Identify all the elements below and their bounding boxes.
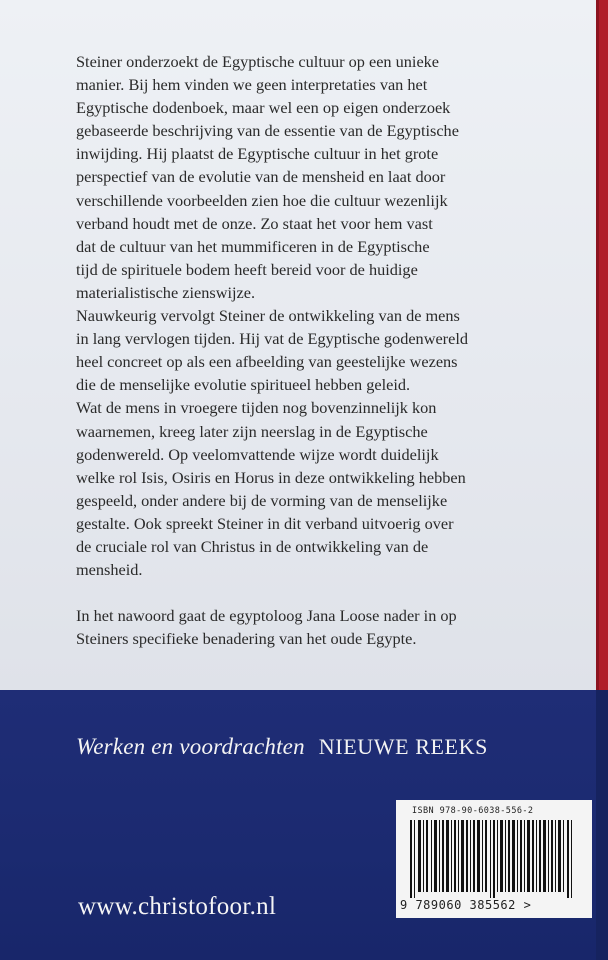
series-title-italic: Werken en voordrachten bbox=[76, 734, 305, 759]
text-line: In het nawoord gaat de egyptoloog Jana Loose nader in op bbox=[76, 606, 457, 626]
series-title-caps: NIEUWE REEKS bbox=[318, 734, 488, 759]
text-line: Wat de mens in vroegere tijden nog bovenzinnelijk kon bbox=[76, 398, 437, 418]
text-line: heel concreet op als een afbeelding van geestelijke wezens bbox=[76, 352, 458, 372]
text-line: Steiner onderzoekt de Egyptische cultuur op een unieke bbox=[76, 52, 440, 71]
text-line: manier. Bij hem vinden we geen interpretaties van het bbox=[76, 75, 428, 95]
text-line: gebaseerde beschrijving van de essentie van de Egyptische bbox=[76, 121, 459, 141]
isbn-text: ISBN 978-90-6038-556-2 bbox=[412, 806, 534, 816]
blurb-text bbox=[76, 50, 576, 650]
text-line: verband houdt met de onze. Zo staat het voor hem vast bbox=[76, 213, 433, 233]
text-line: gestalte. Ook spreekt Steiner in dit verband uitvoerig over bbox=[76, 513, 454, 533]
text-line: die de menselijke evolutie spiritueel hebben geleid. bbox=[76, 375, 411, 395]
text-line: mensheid. bbox=[76, 560, 143, 580]
text-line: godenwereld. Op veelomvattende wijze wordt duidelijk bbox=[76, 444, 439, 464]
spine-red-band bbox=[596, 0, 608, 690]
blurb-paragraph-2 bbox=[76, 304, 576, 396]
paragraph-spacer bbox=[76, 581, 576, 604]
text-line: waarnemen, kreeg later zijn neerslag in de Egyptische bbox=[76, 421, 428, 441]
text-line: gespeeld, onder andere bij de vorming van de menselijke bbox=[76, 490, 448, 510]
text-line: inwijding. Hij plaatst de Egyptische cultuur in het grote bbox=[76, 144, 439, 164]
text-line: de cruciale rol van Christus in de ontwikkeling van de bbox=[76, 536, 429, 556]
text-line: welke rol Isis, Osiris en Horus in deze ontwikkeling hebben bbox=[76, 467, 466, 487]
text-line: Egyptische dodenboek, maar wel een op eigen onderzoek bbox=[76, 98, 451, 118]
blurb-paragraph-4 bbox=[76, 604, 576, 650]
text-line: verschillende voorbeelden zien hoe die cultuur wezenlijk bbox=[76, 190, 448, 210]
barcode-number: 9 789060 385562 > bbox=[400, 898, 532, 912]
barcode-icon bbox=[410, 820, 574, 898]
text-line: dat de cultuur van het mummificeren in de Egyptische bbox=[76, 236, 430, 256]
text-line: in lang vervlogen tijden. Hij vat de Egyptische godenwereld bbox=[76, 329, 468, 349]
blurb-paragraph-1 bbox=[76, 50, 576, 304]
text-line: perspectief van de evolutie van de mensheid en laat door bbox=[76, 167, 446, 187]
blurb-paragraph-3 bbox=[76, 396, 576, 581]
spine-blue-band bbox=[596, 690, 608, 960]
series-title bbox=[76, 734, 488, 760]
text-line: Nauwkeurig vervolgt Steiner de ontwikkeling van de mens bbox=[76, 306, 460, 326]
text-line: Steiners specifieke benadering van het oude Egypte. bbox=[76, 629, 417, 649]
publisher-website: www.christofoor.nl bbox=[78, 893, 277, 920]
text-line: tijd de spirituele bodem heeft bereid voor de huidige bbox=[76, 259, 418, 279]
text-line: materialistische zienswijze. bbox=[76, 282, 256, 302]
